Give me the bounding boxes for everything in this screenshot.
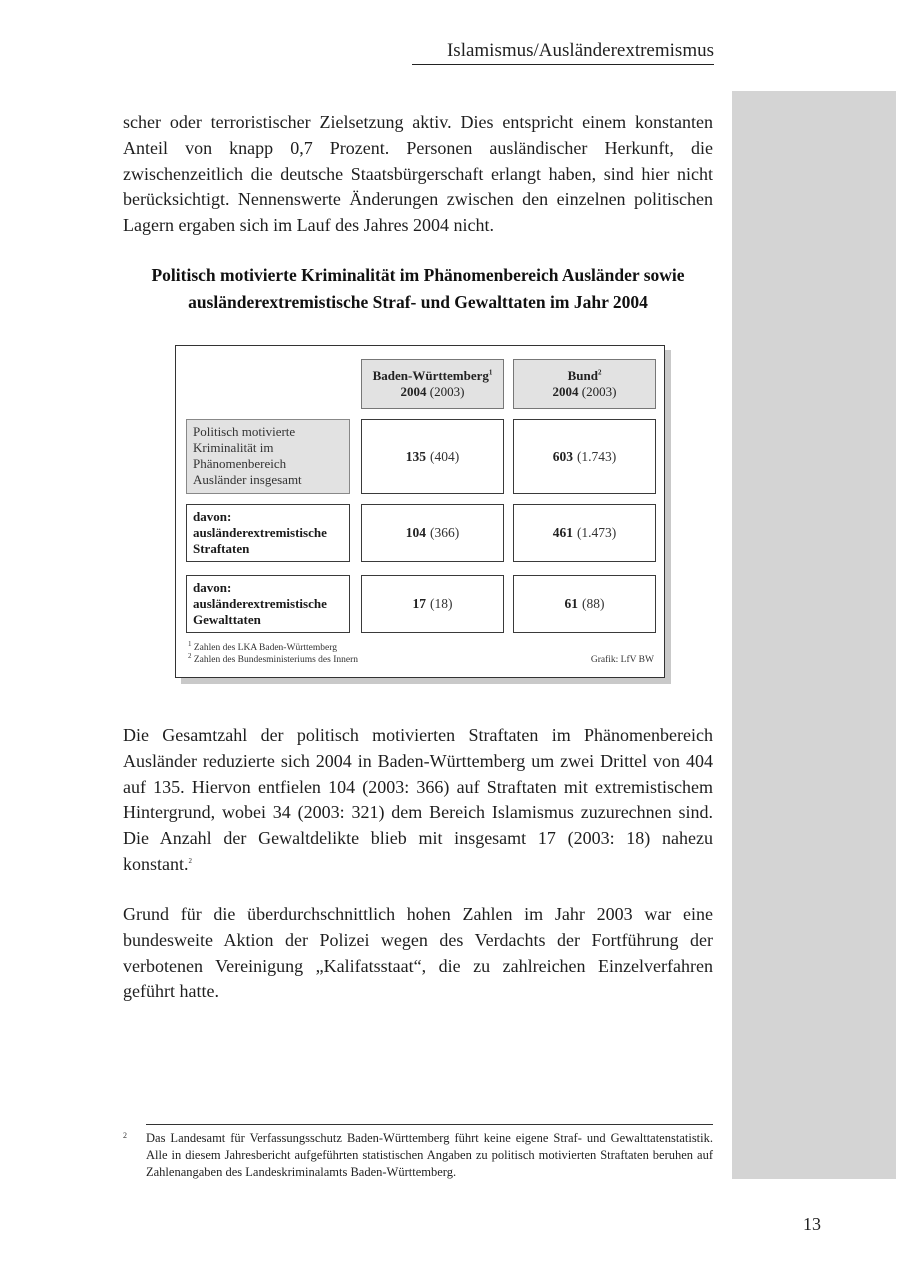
value-cell-bund-total <box>513 419 656 494</box>
row-label-line: Politisch motivierte <box>193 424 296 439</box>
value-current: 603 <box>552 448 573 464</box>
value-current: 461 <box>552 525 573 540</box>
figure-note-text: Zahlen des Bundesministeriums des Innern <box>193 655 358 665</box>
value-cell-bund-extremist-offenses <box>513 504 656 562</box>
row-header-extremist-violence <box>186 575 350 633</box>
value-current: 61 <box>564 596 578 611</box>
value-previous: (1.743) <box>576 448 617 464</box>
page-number: 13 <box>803 1214 821 1234</box>
figure-credit: Grafik: LfV BW <box>590 655 654 665</box>
value-cell-bund-extremist-violence <box>513 575 656 633</box>
footnote-mark: 2 <box>123 1131 127 1140</box>
row-label-line: Kriminalität im <box>193 440 274 455</box>
row-label-line: ausländerextremistische <box>193 525 327 540</box>
value-current: 17 <box>412 596 426 611</box>
side-margin-band <box>732 91 896 1179</box>
row-label-line: davon: <box>193 580 232 595</box>
figure-notes <box>188 639 358 666</box>
value-current: 104 <box>405 525 426 540</box>
value-previous: (18) <box>430 596 453 611</box>
row-header-extremist-offenses <box>186 504 350 562</box>
footnote-reference: 2 <box>188 856 192 865</box>
running-header-title: Islamismus/Ausländerextremismus <box>446 40 714 61</box>
value-current: 135 <box>405 448 426 464</box>
value-cell-bw-extremist-offenses <box>361 504 504 562</box>
figure-title-line-1: Politisch motivierte Kriminalität im Phänomenbereich Ausländer sowie <box>151 265 685 285</box>
figure-title-line-2: ausländerextremistische Straf- und Gewalttaten im Jahr 2004 <box>188 292 648 312</box>
value-previous: (88) <box>582 596 605 611</box>
column-header-prev-year: (2003) <box>429 384 465 399</box>
summary-paragraph <box>123 723 713 878</box>
column-header-footnote-ref: 2 <box>597 368 602 377</box>
value-previous: (404) <box>430 448 460 464</box>
value-previous: (1.473) <box>576 525 617 540</box>
column-header-bund <box>513 359 656 409</box>
figure-note <box>188 639 358 654</box>
figure-note <box>188 651 358 666</box>
statistics-figure <box>175 345 665 678</box>
running-header <box>412 40 714 65</box>
row-label-line: Ausländer insgesamt <box>193 472 302 487</box>
value-previous: (366) <box>430 525 460 540</box>
intro-paragraph: scher oder terroristischer Zielsetzung aktiv. Dies entspricht einem konstanten Anteil von knapp 0,7 Prozent. Personen ausländischer Herkunft, die zwischenzeitlich die deutsche Staatsbürgerschaft erlangt haben, sind hier nicht berücksichtigt. Nennenswerte Änderungen zwischen den einzelnen politischen Lagern ergaben sich im Lauf des Jahres 2004 nicht. <box>123 112 713 236</box>
column-header-name: Baden-Württemberg <box>372 368 489 383</box>
row-header-total <box>186 419 350 494</box>
footnote-divider <box>146 1124 713 1125</box>
figure-note-mark: 2 <box>188 651 192 660</box>
figure-title <box>123 262 713 316</box>
row-label-line: ausländerextremistische <box>193 596 327 611</box>
row-label-line: Gewalttaten <box>193 612 261 627</box>
row-label-line: davon: <box>193 509 232 524</box>
summary-text: Die Gesamtzahl der politisch motivierten Straftaten im Phänomenbereich Ausländer reduzierte sich 2004 in Baden-Württemberg um zwei Drittel von 404 auf 135. Hiervon entfielen 104 (2003: 366) auf Straftaten mit extremistischem Hintergrund, wobei 34 (2003: 321) dem Bereich Islamismus zuzurechnen sind. Die Anzahl der Gewaltdelikte blieb mit insgesamt 17 (2003: 18) nahezu konstant. <box>123 725 713 874</box>
value-cell-bw-total <box>361 419 504 494</box>
row-label-line: Phänomenbereich <box>193 456 287 471</box>
value-cell-bw-extremist-violence <box>361 575 504 633</box>
figure-note-mark: 1 <box>188 639 192 648</box>
column-header-prev-year: (2003) <box>581 384 617 399</box>
column-header-year: 2004 <box>400 384 427 399</box>
footnote-text: Das Landesamt für Verfassungsschutz Baden-Württemberg führt keine eigene Straf- und Gewalttatenstatistik. Alle in diesem Jahresbericht aufgeführten statistischen Angaben zu politisch motivierten Straftaten beruhen auf Zahlenangaben des Landeskriminalamts Baden-Württemberg. <box>146 1131 713 1179</box>
column-header-year: 2004 <box>552 384 579 399</box>
column-header-footnote-ref: 1 <box>488 368 493 377</box>
row-label-line: Straftaten <box>193 541 250 556</box>
figure-note-text: Zahlen des LKA Baden-Württemberg <box>193 643 337 653</box>
reason-paragraph: Grund für die überdurchschnittlich hohen Zahlen im Jahr 2003 war eine bundesweite Aktion der Polizei wegen des Verdachts der Fortführung der verbotenen Vereinigung „Kalifatsstaat“, die zu zahlreichen Einzelverfahren geführt hatte. <box>123 904 713 1002</box>
column-header-name: Bund <box>567 368 598 383</box>
column-header-baden-wuerttemberg <box>361 359 504 409</box>
